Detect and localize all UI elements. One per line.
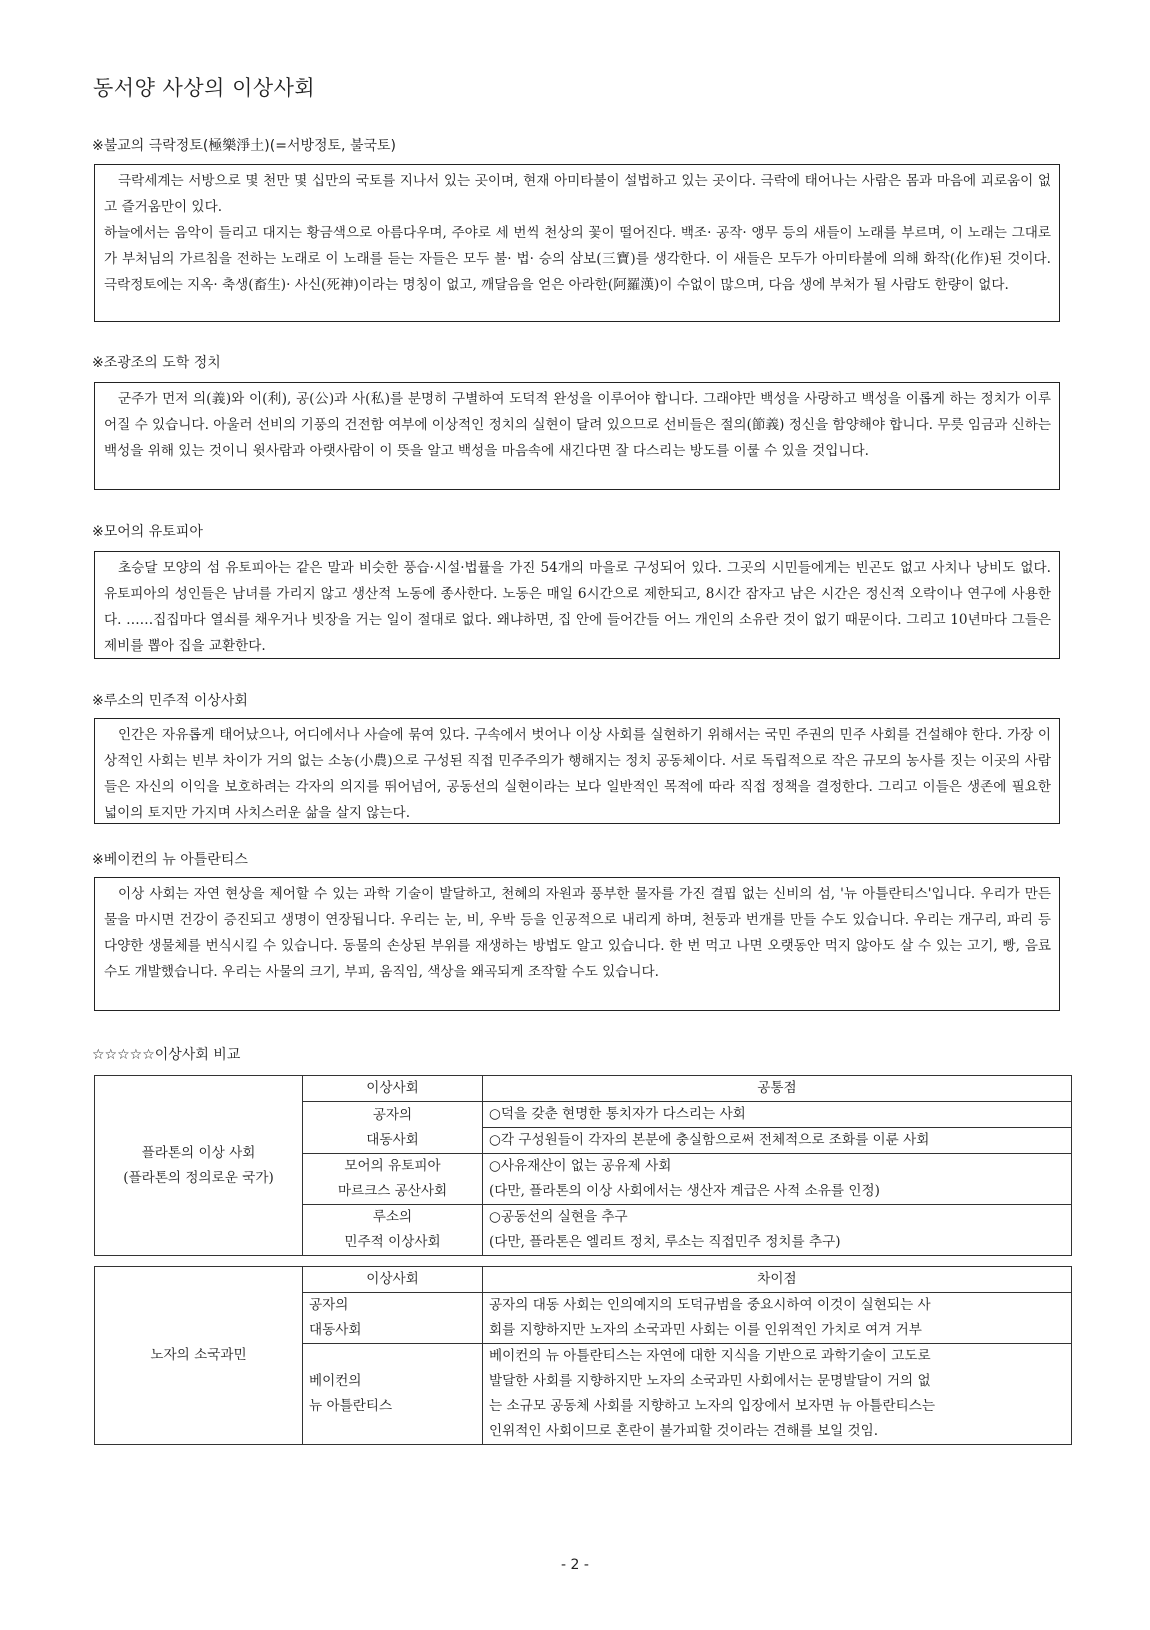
table2-difference-line: 베이컨의 뉴 아틀란티스는 자연에 대한 지식을 기반으로 과학기술이 고도로 bbox=[489, 1348, 931, 1364]
table2-society-cell bbox=[303, 1344, 483, 1445]
comparison-table-difference bbox=[94, 1266, 1072, 1445]
table1-common-cell: ○공동선의 실현을 추구 bbox=[483, 1205, 1072, 1231]
table1-society-line: 공자의 bbox=[372, 1106, 413, 1123]
compare-heading: ☆☆☆☆☆이상사회 비교 bbox=[92, 1047, 241, 1063]
table2-difference-line: 발달한 사회를 지향하지만 노자의 소국과민 사회에서는 문명발달이 거의 없 bbox=[489, 1373, 931, 1389]
table1-society-cell bbox=[303, 1205, 483, 1256]
section-box-rousseau bbox=[94, 718, 1060, 824]
section-paragraph: 초승달 모양의 섬 유토피아는 같은 말과 비슷한 풍습·시설·법률을 가진 54개의 마을로 구성되어 있다. 그곳의 시민들에게는 빈곤도 없고 사치나 낭비도 없다. 유토피아의 성인들은 남녀를 가리지 않고 생산적 노동에 종사한다. 노동은 매일 6시간으로 제한되고, 8시간 잠자고 남은 시간은 정신적 오락이나 연구에 사용한다. ……집집마다 열쇠를 채우거나 빗장을 거는 일이 절대로 없다. 왜냐하면, 집 안에 들어간들 어느 개인의 소유란 것이 없기 때문이다. 그리고 10년마다 그들은 제비를 뽑아 집을 교환한다. bbox=[104, 560, 1051, 654]
page-title: 동서양 사상의 이상사회 bbox=[93, 76, 316, 100]
table1-society-cell bbox=[303, 1102, 483, 1154]
page-number: - 2 - bbox=[561, 1557, 589, 1573]
section-heading-bacon: ※베이컨의 뉴 아틀란티스 bbox=[92, 852, 248, 868]
section-paragraph: 군주가 먼저 의(義)와 이(利), 공(公)과 사(私)를 분명히 구별하여 도덕적 완성을 이루어야 합니다. 그래야만 백성을 사랑하고 백성을 이롭게 하는 정치가 이루어질 수 있습니다. 아울러 선비의 기풍의 건전함 여부에 이상적인 정치의 실현이 달려 있으므로 선비들은 절의(節義) 정신을 함양해야 합니다. 무릇 임금과 신하는 백성을 위해 있는 것이니 윗사람과 아랫사람이 이 뜻을 알고 백성을 마음속에 새긴다면 잘 다스리는 방도를 이룰 수 있을 것입니다. bbox=[104, 391, 1052, 459]
table2-society-line: 베이컨의 bbox=[309, 1373, 362, 1389]
table1-col1-header: 이상사회 bbox=[303, 1076, 483, 1102]
table1-common-cell: (다만, 플라톤의 이상 사회에서는 생산자 계급은 사적 소유를 인정) bbox=[483, 1179, 1072, 1205]
table1-common-cell: ○덕을 갖춘 현명한 통치자가 다스리는 사회 bbox=[483, 1102, 1072, 1128]
section-heading-rousseau: ※루소의 민주적 이상사회 bbox=[92, 693, 248, 709]
section-box-buddhism bbox=[94, 164, 1060, 322]
section-paragraph: 인간은 자유롭게 태어났으나, 어디에서나 사슬에 묶여 있다. 구속에서 벗어나 이상 사회를 실현하기 위해서는 국민 주권의 민주 사회를 건설해야 한다. 가장 이상적인 사회는 빈부 차이가 거의 없는 소농(小農)으로 구성된 직접 민주주의가 행해지는 정치 공동체이다. 서로 독립적으로 작은 규모의 농사를 짓는 이곳의 사람들은 자신의 이익을 보호하려는 각자의 의지를 뛰어넘어, 공동선의 실현이라는 보다 일반적인 목적에 따라 직접 정책을 결정한다. 그리고 이들은 생존에 필요한 넓이의 토지만 가지며 사치스러운 삶을 살지 않는다. bbox=[104, 727, 1051, 821]
table-row bbox=[95, 1076, 1072, 1102]
table1-common-cell: ○각 구성원들이 각자의 본분에 충실함으로써 전체적으로 조화를 이룬 사회 bbox=[483, 1128, 1072, 1154]
table2-difference-line: 는 소규모 공동체 사회를 지향하고 노자의 입장에서 보자면 뉴 아틀란티스는 bbox=[489, 1398, 935, 1414]
table1-society-line: 모어의 유토피아 bbox=[344, 1158, 441, 1174]
section-paragraph: 극락세계는 서방으로 몇 천만 몇 십만의 국토를 지나서 있는 곳이며, 현재 아미타불이 설법하고 있는 곳이다. 극락에 태어나는 사람은 몸과 마음에 괴로움이 없고 즐거움만이 있다. bbox=[104, 173, 1051, 215]
section-heading-jo-gwangjo: ※조광조의 도학 정치 bbox=[92, 355, 221, 371]
table1-society-line: 루소의 bbox=[372, 1209, 413, 1225]
table1-society-line: 민주적 이상사회 bbox=[344, 1234, 441, 1250]
section-heading-buddhism: ※불교의 극락정토(極樂淨土)(=서방정토, 불국토) bbox=[92, 138, 396, 154]
table1-col2-header: 공통점 bbox=[483, 1076, 1072, 1102]
table2-society-cell bbox=[303, 1293, 483, 1344]
section-paragraph: 하늘에서는 음악이 들리고 대지는 황금색으로 아름다우며, 주야로 세 번씩 천상의 꽃이 떨어진다. 백조· 공작· 앵무 등의 새들이 노래를 부르며, 이 노래는 그대로가 부처님의 가르침을 전하는 노래로 이 노래를 듣는 자들은 모두 불· 법· 승의 삼보(三寶)를 생각한다. 이 새들은 모두가 아미타불에 의해 화작(化作)된 것이다. 극락정토에는 지옥· 축생(畜生)· 사신(死神)이라는 명칭이 없고, 깨달음을 얻은 아라한(阿羅漢)이 수없이 많으며, 다음 생에 부처가 될 사람도 한량이 없다. bbox=[104, 225, 1052, 293]
table1-left-title: 플라톤의 이상 사회 bbox=[141, 1144, 256, 1161]
table1-society-line: 대동사회 bbox=[366, 1131, 419, 1148]
table1-society-cell bbox=[303, 1154, 483, 1205]
table1-left-cell bbox=[95, 1076, 303, 1256]
table1-common-cell: ○사유재산이 없는 공유제 사회 bbox=[483, 1154, 1072, 1180]
table1-left-subtitle: (플라톤의 정의로운 국가) bbox=[123, 1169, 274, 1186]
table2-difference-line: 공자의 대동 사회는 인의예지의 도덕규범을 중요시하여 이것이 실현되는 사 bbox=[489, 1297, 931, 1313]
table2-society-line: 뉴 아틀란티스 bbox=[309, 1398, 393, 1414]
section-box-bacon bbox=[94, 877, 1060, 1011]
table2-col1-header: 이상사회 bbox=[303, 1267, 483, 1293]
section-heading-more-utopia: ※모어의 유토피아 bbox=[92, 524, 203, 540]
table2-difference-cell bbox=[483, 1293, 1072, 1344]
section-box-jo-gwangjo bbox=[94, 382, 1060, 490]
table2-difference-line: 회를 지향하지만 노자의 소국과민 사회는 이를 인위적인 가치로 여겨 거부 bbox=[489, 1322, 922, 1338]
table2-difference-line: 인위적인 사회이므로 혼란이 불가피할 것이라는 견해를 보일 것임. bbox=[489, 1423, 879, 1439]
table1-common-cell: (다만, 플라톤은 엘리트 정치, 루소는 직접민주 정치를 추구) bbox=[483, 1230, 1072, 1256]
table2-left-cell: 노자의 소국과민 bbox=[95, 1267, 303, 1445]
table2-society-line: 대동사회 bbox=[309, 1322, 362, 1338]
table1-society-line: 마르크스 공산사회 bbox=[337, 1183, 448, 1199]
table-row bbox=[95, 1267, 1072, 1293]
section-paragraph: 이상 사회는 자연 현상을 제어할 수 있는 과학 기술이 발달하고, 천혜의 자원과 풍부한 물자를 가진 결핍 없는 신비의 섬, '뉴 아틀란티스'입니다. 우리가 만든 물을 마시면 건강이 증진되고 생명이 연장됩니다. 우리는 눈, 비, 우박 등을 인공적으로 내리게 하며, 천둥과 번개를 만들 수도 있습니다. 우리는 개구리, 파리 등 다양한 생물체를 번식시킬 수 있습니다. 동물의 손상된 부위를 재생하는 방법도 알고 있습니다. 한 번 먹고 나면 오랫동안 먹지 않아도 살 수 있는 고기, 빵, 음료수도 개발했습니다. 우리는 사물의 크기, 부피, 움직임, 색상을 왜곡되게 조작할 수도 있습니다. bbox=[104, 886, 1051, 980]
section-box-more-utopia bbox=[94, 551, 1060, 659]
table2-society-line: 공자의 bbox=[309, 1297, 349, 1313]
table2-col2-header: 차이점 bbox=[483, 1267, 1072, 1293]
table2-difference-cell bbox=[483, 1344, 1072, 1445]
comparison-table-common bbox=[94, 1075, 1072, 1256]
